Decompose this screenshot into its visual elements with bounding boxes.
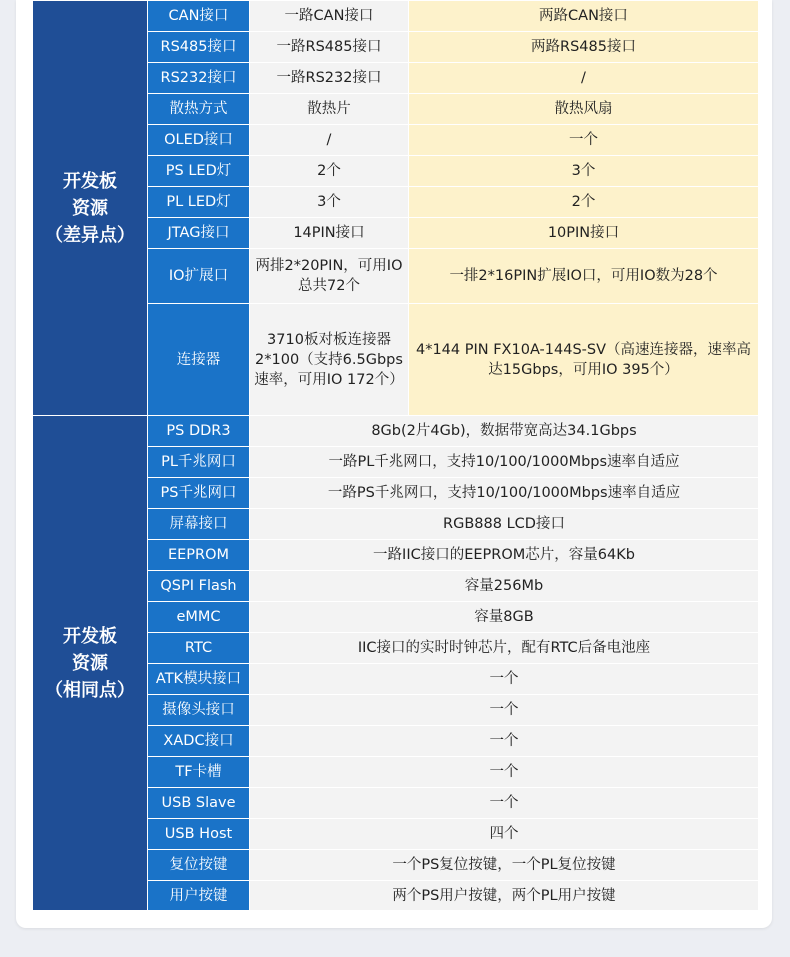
- board-a-value: 14PIN接口: [250, 218, 409, 249]
- feature-cell: 摄像头接口: [148, 695, 250, 726]
- feature-cell: EEPROM: [148, 540, 250, 571]
- table-row: [33, 1, 759, 32]
- board-a-value: 一路RS232接口: [250, 63, 409, 94]
- feature-cell: 散热方式: [148, 94, 250, 125]
- board-a-value: 3个: [250, 187, 409, 218]
- feature-cell: ATK模块接口: [148, 664, 250, 695]
- feature-cell: PS千兆网口: [148, 478, 250, 509]
- feature-cell: OLED接口: [148, 125, 250, 156]
- feature-cell: eMMC: [148, 602, 250, 633]
- feature-cell: USB Slave: [148, 788, 250, 819]
- board-a-value: 3710板对板连接器2*100（支持6.5Gbps速率，可用IO 172个）: [250, 304, 409, 416]
- board-a-value: 一路CAN接口: [250, 1, 409, 32]
- diff_section-group-label-line: 开发板: [63, 170, 117, 192]
- shared-value: 一路PS千兆网口，支持10/100/1000Mbps速率自适应: [250, 478, 759, 509]
- shared-value: 两个PS用户按键，两个PL用户按键: [250, 881, 759, 911]
- feature-cell: JTAG接口: [148, 218, 250, 249]
- shared-value: 一个: [250, 726, 759, 757]
- diff_section-group-label-line: 资源: [72, 197, 108, 219]
- feature-cell: 连接器: [148, 304, 250, 416]
- same_section-group-label-line: 开发板: [63, 625, 117, 647]
- board-b-value: 散热风扇: [409, 94, 759, 125]
- feature-cell: 复位按键: [148, 850, 250, 881]
- same_section-group-label-line: 资源: [72, 652, 108, 674]
- spec-table-body: [33, 1, 759, 911]
- feature-cell: CAN接口: [148, 1, 250, 32]
- feature-cell: RS232接口: [148, 63, 250, 94]
- shared-value: 四个: [250, 819, 759, 850]
- board-b-value: 10PIN接口: [409, 218, 759, 249]
- feature-cell: PL千兆网口: [148, 447, 250, 478]
- table-row: [33, 416, 759, 447]
- shared-value: 一路PL千兆网口，支持10/100/1000Mbps速率自适应: [250, 447, 759, 478]
- spec-comparison-table: [32, 0, 759, 911]
- shared-value: 一个: [250, 788, 759, 819]
- feature-cell: QSPI Flash: [148, 571, 250, 602]
- shared-value: 8Gb(2片4Gb)，数据带宽高达34.1Gbps: [250, 416, 759, 447]
- board-a-value: 2个: [250, 156, 409, 187]
- feature-cell: 屏幕接口: [148, 509, 250, 540]
- shared-value: RGB888 LCD接口: [250, 509, 759, 540]
- board-a-value: 散热片: [250, 94, 409, 125]
- shared-value: IIC接口的实时时钟芯片，配有RTC后备电池座: [250, 633, 759, 664]
- feature-cell: IO扩展口: [148, 249, 250, 304]
- feature-cell: USB Host: [148, 819, 250, 850]
- shared-value: 容量8GB: [250, 602, 759, 633]
- board-b-value: 3个: [409, 156, 759, 187]
- same_section-group-label: [33, 416, 148, 911]
- feature-cell: RS485接口: [148, 32, 250, 63]
- board-b-value: 两路CAN接口: [409, 1, 759, 32]
- feature-cell: RTC: [148, 633, 250, 664]
- board-b-value: 一个: [409, 125, 759, 156]
- board-a-value: 两排2*20PIN，可用IO总共72个: [250, 249, 409, 304]
- board-b-value: 一排2*16PIN扩展IO口，可用IO数为28个: [409, 249, 759, 304]
- feature-cell: PL LED灯: [148, 187, 250, 218]
- feature-cell: XADC接口: [148, 726, 250, 757]
- board-a-value: 一路RS485接口: [250, 32, 409, 63]
- board-b-value: 4*144 PIN FX10A-144S-SV（高速连接器，速率高达15Gbps，可用IO 395个）: [409, 304, 759, 416]
- shared-value: 一个: [250, 664, 759, 695]
- shared-value: 一个PS复位按键，一个PL复位按键: [250, 850, 759, 881]
- board-b-value: /: [409, 63, 759, 94]
- feature-cell: TF卡槽: [148, 757, 250, 788]
- feature-cell: PS LED灯: [148, 156, 250, 187]
- board-b-value: 2个: [409, 187, 759, 218]
- diff_section-group-label: [33, 1, 148, 416]
- shared-value: 容量256Mb: [250, 571, 759, 602]
- diff_section-group-label-line: （差异点）: [45, 224, 135, 246]
- board-a-value: /: [250, 125, 409, 156]
- shared-value: 一个: [250, 757, 759, 788]
- shared-value: 一路IIC接口的EEPROM芯片，容量64Kb: [250, 540, 759, 571]
- same_section-group-label-line: （相同点）: [45, 679, 135, 701]
- feature-cell: 用户按键: [148, 881, 250, 911]
- feature-cell: PS DDR3: [148, 416, 250, 447]
- shared-value: 一个: [250, 695, 759, 726]
- board-b-value: 两路RS485接口: [409, 32, 759, 63]
